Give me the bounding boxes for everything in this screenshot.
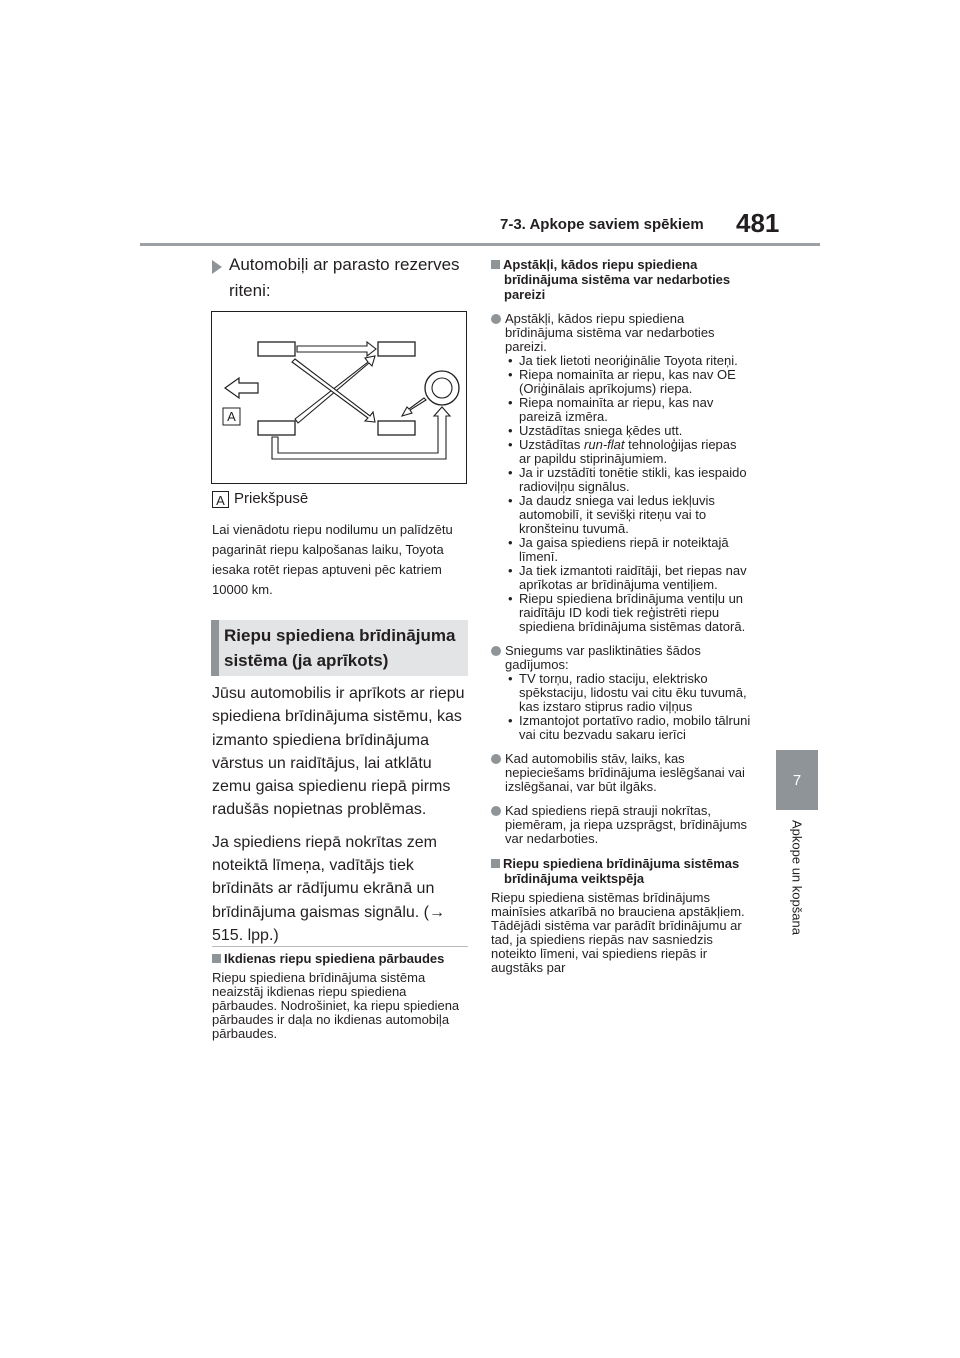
dot-item-1 — [491, 312, 751, 634]
divider — [212, 946, 468, 947]
dot-bullet-icon — [491, 806, 501, 816]
paragraph-1: Jūsu automobilis ir aprīkots ar riepu spiediena brīdinājuma sistēmu, kas izmanto spiediena brīdinājuma vārstus un raidītājus, lai atklātu zemu gaisa spiedienu riepā pirms radušās nopietnas problēmas. — [212, 685, 465, 819]
figure-legend — [212, 490, 308, 508]
dot3-text: Kad automobilis stāv, laiks, kas nepieciešams brīdinājuma ieslēgšanai vai izslēgšanai, var būt ilgāks. — [505, 751, 745, 794]
dot2-intro: Sniegums var pasliktināties šādos gadījumos: — [505, 643, 701, 672]
arrow-front-left-to-front-right — [297, 342, 376, 356]
tire-front-left — [258, 342, 295, 356]
chapter-number: 7 — [792, 771, 802, 789]
right-column — [491, 257, 751, 975]
sub-text: Riepu spiediena brīdinājuma sistēma neaizstāj ikdienas riepu spiediena pārbaudes. Nodrošiniet, ka riepu spiediena pārbaudes ir daļa no ikdienas automobiļa pārbaudes. — [212, 970, 460, 1041]
dot4-text: Kad spiediens riepā strauji nokrītas, piemēram, ja riepa uzsprāgst, brīdinājums var nedarboties. — [505, 803, 748, 846]
chapter-tab — [776, 750, 818, 810]
final-text: Riepu spiediena sistēmas brīdinājums mainīsies atkarībā no brauciena apstākļiem. Tādējādi sistēma var parādīt brīdinājumu ar tad, ja spiediens riepās nav sasniedzis noteikto līmeni, vai spiediens riepās ir augstāks par — [491, 890, 745, 975]
tire-rear-left — [258, 421, 295, 435]
arrow-bullet-icon — [212, 260, 222, 274]
square-bullet-icon — [491, 260, 500, 269]
list-item: • Ja tiek izmantoti raidītāji, bet riepas nav aprīkotas ar brīdinājuma ventiļiem. — [505, 564, 751, 592]
intro-text: Automobiļi ar parasto rezerves riteni: — [229, 255, 460, 300]
dot1-intro: Apstākļi, kādos riepu spiediena brīdinājuma sistēma var nedarboties pareizi. — [505, 311, 715, 354]
list-item: • Riepa nomainīta ar riepu, kas nav pareizā izmēra. — [505, 396, 751, 424]
arrow-rear-left-to-spare — [272, 407, 450, 459]
sub-heading: Ikdienas riepu spiediena pārbaudes — [224, 951, 445, 966]
chapter-label — [776, 820, 818, 960]
square-bullet-icon — [212, 954, 221, 963]
body-text — [212, 682, 470, 956]
list-item: • Izmantojot portatīvo radio, mobilo tālruni vai citu bezvadu sakaru ierīci — [505, 714, 751, 742]
rotation-diagram-svg — [212, 312, 468, 485]
list-item: • Riepu spiediena brīdinājuma ventiļu un raidītāju ID kodi tiek reģistrēti riepu spiediena brīdinājuma sistēmas datorā. — [505, 592, 751, 634]
list-item-runflat: • Uzstādītas run-flat tehnoloģijas riepas ar papildu stiprinājumiem. — [505, 438, 751, 466]
dot-item-2 — [491, 644, 751, 742]
tire-front-right — [378, 342, 415, 356]
dot-item-4 — [491, 804, 751, 846]
section-title: 7-3. Apkope saviem spēkiem — [500, 216, 704, 233]
arrow-spare-to-rear-right — [402, 398, 426, 416]
list-item: • Ja ir uzstādīti tonētie stikli, kas iespaido radioviļņu signālus. — [505, 466, 751, 494]
list-item: • TV torņu, radio staciju, elektrisko spēkstaciju, lidostu vai citu ēku tuvumā, kas izstaro stiprus radio viļņus — [505, 672, 751, 714]
dot-bullet-icon — [491, 314, 501, 324]
list-item: • Uzstādītas sniega ķēdes utt. — [505, 424, 751, 438]
header-rule — [140, 243, 820, 246]
tire-rotation-diagram — [211, 311, 467, 484]
list-item: • Ja daudz sniega vai ledus iekļuvis automobilī, it sevišķi riteņu vai to kronšteinu tuvumā. — [505, 494, 751, 536]
page-number: 481 — [736, 208, 780, 238]
rotation-text: Lai vienādotu riepu nodilumu un palīdzētu pagarināt riepu kalpošanas laiku, Toyota iesaka rotēt riepas aptuveni pēc katriem 10000 km. — [212, 522, 453, 597]
dot-item-3 — [491, 752, 751, 794]
square-bullet-icon — [491, 859, 500, 868]
legend-label-box: A — [212, 491, 229, 508]
list-item: • Riepa nomainīta ar riepu, kas nav OE (Oriģinālais aprīkojums) riepa. — [505, 368, 751, 396]
daily-check-block — [212, 951, 470, 1041]
list-item: • Ja tiek lietoti neoriģinālie Toyota riteņi. — [505, 354, 751, 368]
dot-bullet-icon — [491, 754, 501, 764]
front-direction-icon — [225, 378, 258, 398]
right-heading-2: Riepu spiediena brīdinājuma sistēmas brīdinājuma veiktspēja — [503, 856, 740, 886]
legend-text: Priekšpusē — [234, 490, 309, 507]
paragraph-2: Ja spiediens riepā nokrītas zem noteiktā līmeņa, vadītājs tiek brīdināts ar rādījumu ekrānā un brīdinājuma gaismas signālu. (→ 515. lpp.) — [212, 833, 445, 944]
list-item: • Ja gaisa spiediens riepā ir noteiktajā līmenī. — [505, 536, 751, 564]
figure-label: A — [227, 409, 236, 424]
chapter-label-text: Apkope un kopšana — [789, 820, 805, 935]
dot-bullet-icon — [491, 646, 501, 656]
section-heading: Riepu spiediena brīdinājuma sistēma (ja aprīkots) — [211, 620, 468, 676]
right-heading-1: Apstākļi, kādos riepu spiediena brīdinājuma sistēma var nedarboties pareizi — [503, 257, 731, 302]
tire-rear-right — [378, 421, 415, 435]
